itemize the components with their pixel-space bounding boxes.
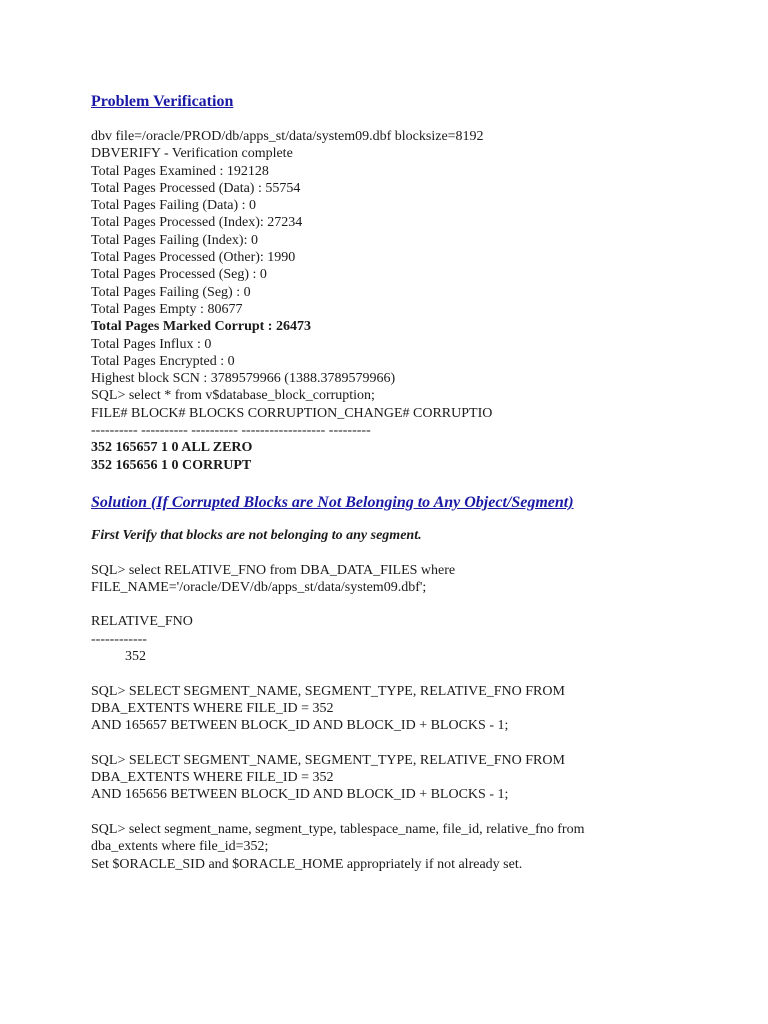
output-line: Total Pages Processed (Index): 27234 (91, 215, 303, 231)
problem-verification-heading: Problem Verification (91, 93, 234, 110)
query-line: SQL> select segment_name, segment_type, tablespace_name, file_id, relative_fno from (91, 821, 585, 837)
query-line: FILE_NAME='/oracle/DEV/db/apps_st/data/system09.dbf'; (91, 579, 427, 595)
query-result (91, 613, 751, 665)
query-block-4 (91, 821, 751, 873)
output-line: Total Pages Influx : 0 (91, 336, 212, 352)
output-line: SQL> select * from v$database_block_corruption; (91, 388, 375, 404)
solution-heading: Solution (If Corrupted Blocks are Not Belonging to Any Object/Segment) (91, 493, 574, 511)
spacer (91, 513, 751, 527)
query-line: AND 165656 BETWEEN BLOCK_ID AND BLOCK_ID + BLOCKS - 1; (91, 787, 509, 803)
output-line: Total Pages Failing (Seg) : 0 (91, 284, 251, 300)
result-value: 352 (125, 649, 146, 665)
output-line: Total Pages Processed (Seg) : 0 (91, 267, 267, 283)
output-line: Total Pages Encrypted : 0 (91, 353, 235, 369)
query-line: Set $ORACLE_SID and $ORACLE_HOME appropriately if not already set. (91, 856, 523, 872)
result-row: 352 165656 1 0 CORRUPT (91, 457, 252, 473)
result-header: RELATIVE_FNO (91, 614, 193, 630)
query-line: AND 165657 BETWEEN BLOCK_ID AND BLOCK_ID + BLOCKS - 1; (91, 718, 509, 734)
result-separator: ------------ (91, 631, 147, 647)
query-line: DBA_EXTENTS WHERE FILE_ID = 352 (91, 770, 334, 786)
output-line: Highest block SCN : 3789579966 (1388.3789579966) (91, 371, 396, 387)
spacer (91, 544, 751, 561)
query-block-1 (91, 562, 751, 597)
output-line: ---------- ---------- ---------- ------------------ --------- (91, 423, 371, 439)
output-line: Total Pages Examined : 192128 (91, 163, 269, 179)
spacer (91, 735, 751, 752)
spacer (91, 665, 751, 682)
output-line: Total Pages Failing (Data) : 0 (91, 198, 257, 214)
query-line: SQL> SELECT SEGMENT_NAME, SEGMENT_TYPE, RELATIVE_FNO FROM (91, 752, 565, 768)
result-row: 352 165657 1 0 ALL ZERO (91, 440, 253, 456)
query-line: SQL> SELECT SEGMENT_NAME, SEGMENT_TYPE, RELATIVE_FNO FROM (91, 683, 565, 699)
output-line: FILE# BLOCK# BLOCKS CORRUPTION_CHANGE# CORRUPTIO (91, 405, 493, 421)
solution-subtitle: First Verify that blocks are not belonging to any segment. (91, 527, 422, 543)
output-line: Total Pages Empty : 80677 (91, 301, 243, 317)
spacer (91, 474, 751, 493)
output-line: Total Pages Processed (Other): 1990 (91, 250, 296, 266)
corrupt-pages-line: Total Pages Marked Corrupt : 26473 (91, 319, 311, 335)
document-body (91, 92, 751, 873)
query-line: dba_extents where file_id=352; (91, 839, 269, 855)
output-line: Total Pages Failing (Index): 0 (91, 232, 258, 248)
query-line: DBA_EXTENTS WHERE FILE_ID = 352 (91, 700, 334, 716)
spacer (91, 804, 751, 821)
query-line: SQL> select RELATIVE_FNO from DBA_DATA_FILES where (91, 562, 456, 578)
output-line: dbv file=/oracle/PROD/db/apps_st/data/system09.dbf blocksize=8192 (91, 129, 484, 144)
output-line: Total Pages Processed (Data) : 55754 (91, 180, 301, 196)
spacer (91, 112, 751, 128)
query-block-2 (91, 683, 751, 735)
dbverify-output (91, 128, 751, 474)
spacer (91, 596, 751, 613)
query-block-3 (91, 752, 751, 804)
output-line: DBVERIFY - Verification complete (91, 146, 293, 162)
